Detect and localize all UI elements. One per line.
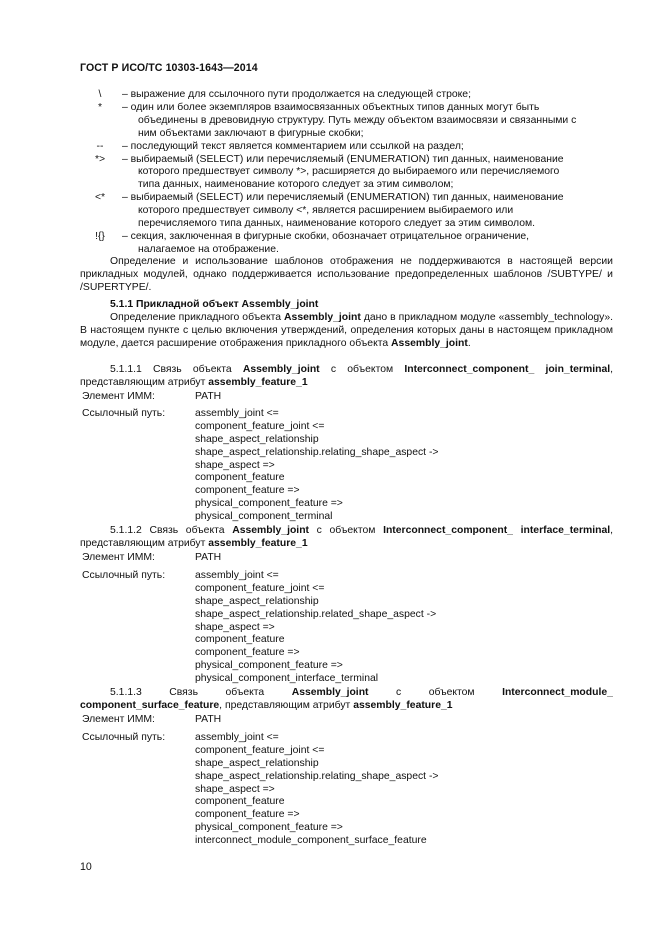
aim-element-row <box>82 714 612 727</box>
path-line: component_feature_joint <= <box>195 420 325 432</box>
path-line: assembly_joint <= <box>195 570 279 581</box>
clause-number: 5.1.1.1 <box>110 364 142 375</box>
reference-path <box>195 408 439 524</box>
path-line: component_feature => <box>195 485 300 497</box>
aim-element-value: PATH <box>195 391 222 402</box>
object-name: Assembly_joint <box>232 525 310 536</box>
mapping-heading: 5.1.1.1 Связь объекта Assembly_joint с объектом Interconnect_component_ join_terminal, представляющим атрибут assembly_feature_1 <box>80 364 614 388</box>
definition-text: которого предшествует символу <*, является расширением выбираемого или <box>138 205 514 217</box>
path-line: component_feature => <box>195 809 300 821</box>
definition-text: объединены в древовидную структуру. Путь между объектом взаимосвязи и связанными с <box>138 114 577 126</box>
path-line: shape_aspect_relationship.relating_shape_aspect -> <box>195 770 439 782</box>
reference-path <box>195 570 436 686</box>
path-line: shape_aspect => <box>195 459 275 471</box>
definition-item <box>80 141 613 154</box>
definition-text: – выбираемый (SELECT) или перечисляемый (ENUMERATION) тип данных, наименование <box>122 192 564 204</box>
path-line: shape_aspect => <box>195 783 275 795</box>
reference-path-label: Ссылочный путь: <box>82 570 166 581</box>
object-name: Assembly_joint <box>242 364 320 375</box>
mapping-heading: 5.1.1.3 Связь объекта Assembly_joint с объектом Interconnect_module_ component_surface_feature, представляющим атрибут assembly_feature_1 <box>80 687 613 711</box>
aim-element-label: Элемент ИММ: <box>82 714 155 725</box>
path-line: component_feature <box>195 634 285 646</box>
definition-text: – выбираемый (SELECT) или перечисляемый (ENUMERATION) тип данных, наименование <box>122 153 564 165</box>
reference-path-label: Ссылочный путь: <box>82 732 166 743</box>
intro-paragraph: Определение и использование шаблонов отображения не поддерживаются в настоящей версии прикладных модулей, однако поддерживается использование предопределенных шаблонов /SUBTYPE/ и /SUPERTYPE/. <box>80 256 613 293</box>
path-line: physical_component_terminal <box>195 511 333 523</box>
path-line: physical_component_feature => <box>195 660 343 672</box>
clause-number: 5.1.1.3 <box>110 687 142 698</box>
notation-definitions <box>80 89 613 257</box>
definition-item <box>80 154 613 193</box>
attribute-name: assembly_feature_1 <box>208 537 308 549</box>
definition-item <box>80 89 613 102</box>
section-definition: Определение прикладного объекта Assembly_joint дано в прикладном модуле «assembly_technology». В настоящем пункте с целью включения утверждений, определения которых даны в настоящем прикладном модуле, дается расширение отображения прикладного объекта Assembly_joint. <box>80 312 613 349</box>
definition-symbol: -- <box>96 140 104 152</box>
path-line: component_feature_joint <= <box>195 744 325 756</box>
path-line: assembly_joint <= <box>195 408 279 419</box>
attribute-name: assembly_feature_1 <box>208 376 308 388</box>
path-line: shape_aspect_relationship.related_shape_aspect -> <box>195 608 437 620</box>
section-heading: 5.1.1 Прикладной объект Assembly_joint <box>110 299 319 310</box>
path-line: component_feature => <box>195 647 300 659</box>
page-number: 10 <box>80 861 92 873</box>
path-line: shape_aspect_relationship <box>195 433 319 445</box>
path-line: shape_aspect_relationship <box>195 595 319 607</box>
aim-element-label: Элемент ИММ: <box>82 391 155 402</box>
definition-text: типа данных, наименование которого следует за этим символом; <box>138 179 454 191</box>
object-name: Assembly_joint <box>284 312 361 323</box>
path-line: shape_aspect_relationship.relating_shape_aspect -> <box>195 446 439 458</box>
target-object: component_surface_feature <box>80 699 220 711</box>
target-object: Interconnect_module_ <box>502 687 613 698</box>
object-name: Assembly_joint <box>391 337 468 349</box>
aim-element-value: PATH <box>195 552 222 563</box>
path-line: component_feature <box>195 472 285 484</box>
object-name: Assembly_joint <box>291 687 369 698</box>
attribute-name: assembly_feature_1 <box>353 699 453 711</box>
aim-element-row <box>82 552 612 565</box>
path-line: interconnect_module_component_surface_feature <box>195 835 427 847</box>
definition-text: перечисляемого типа данных, наименование которого следует за этим символом. <box>138 218 536 230</box>
definition-text: которого предшествует символу *>, расширяется до выбираемого или перечисляемого <box>138 166 560 178</box>
target-object: Interconnect_component_ interface_terminal <box>383 525 611 536</box>
path-line: assembly_joint <= <box>195 732 279 743</box>
definition-symbol: * <box>97 101 103 113</box>
path-line: physical_component_feature => <box>195 498 343 510</box>
definition-text: – один или более экземпляров взаимосвязанных объектных типов данных могут быть <box>122 101 540 113</box>
definition-text: ним объектами заключают в фигурные скобки; <box>138 127 364 139</box>
definition-item <box>80 231 613 257</box>
document-header: ГОСТ Р ИСО/ТС 10303-1643—2014 <box>80 62 258 74</box>
path-line: component_feature <box>195 796 285 808</box>
definition-item <box>80 192 613 231</box>
definition-text: – выражение для ссылочного пути продолжается на следующей строке; <box>122 89 471 100</box>
mapping-heading: 5.1.1.2 Связь объекта Assembly_joint с объектом Interconnect_component_ interface_terminal, представляющим атрибут assembly_feature_1 <box>80 525 614 549</box>
definition-symbol: \ <box>98 89 102 100</box>
definition-text: – последующий текст является комментарием или ссылкой на раздел; <box>122 140 464 152</box>
definition-text: налагаемое на отображение. <box>138 243 279 255</box>
clause-number: 5.1.1.2 <box>110 525 142 536</box>
definition-item <box>80 102 613 141</box>
path-line: shape_aspect_relationship <box>195 757 319 769</box>
reference-path <box>195 732 439 848</box>
definition-text: – секция, заключенная в фигурные скобки, обозначает отрицательное ограничение, <box>122 230 530 242</box>
target-object: Interconnect_component_ join_terminal <box>404 364 611 375</box>
path-line: shape_aspect => <box>195 621 275 633</box>
reference-path-label: Ссылочный путь: <box>82 408 166 419</box>
definition-symbol: !{} <box>95 230 105 242</box>
path-line: physical_component_interface_terminal <box>195 673 379 685</box>
path-line: component_feature_joint <= <box>195 582 325 594</box>
aim-element-value: PATH <box>195 714 222 725</box>
aim-element-row <box>82 391 612 404</box>
definition-symbol: *> <box>94 153 106 165</box>
definition-symbol: <* <box>94 192 106 204</box>
aim-element-label: Элемент ИММ: <box>82 552 155 563</box>
path-line: physical_component_feature => <box>195 822 343 834</box>
